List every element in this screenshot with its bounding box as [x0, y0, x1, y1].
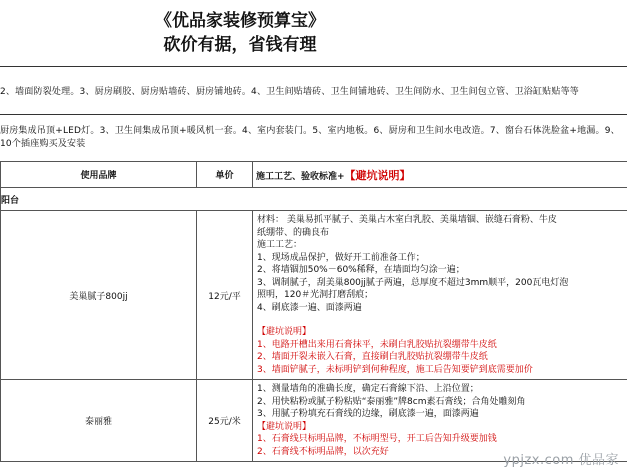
intro-paragraph-1: 2、墙面防裂处理。3、厨房刷胶、厨房贴墙砖、厨房铺地砖。4、卫生间贴墙砖、卫生间铺地砖、卫生间防水、卫生间包立管、卫浴缸贴贴等等 — [0, 87, 579, 97]
desc-line: 材料： 美巢易抓平腻子、美巢占木室白乳胶、美巢墙锢、嵌缝石膏粉、牛皮 — [257, 215, 557, 225]
table-header-row — [1, 162, 627, 188]
row-price: 25元/米 — [197, 380, 253, 462]
title-line-1: 《优品家装修预算宝》 — [155, 11, 325, 31]
budget-table — [0, 161, 627, 462]
table-row — [1, 211, 627, 380]
desc-line: 1、现场成品保护，做好开工前准备工作； — [257, 252, 425, 263]
desc-warning-line: 1、石膏线只标明品牌，不标明型号，开工后告知升级要加钱 — [257, 434, 497, 444]
section-divider — [0, 66, 627, 67]
desc-line — [257, 314, 624, 326]
room-row — [1, 188, 627, 211]
desc-line: 4、刷底漆一遍、面漆两遍 — [257, 302, 362, 313]
title-line-2: 砍价有据，省钱有理 — [163, 35, 317, 55]
site-watermark: ypjzx.com 优品家 — [503, 453, 619, 468]
header-price: 单价 — [197, 162, 253, 188]
header-desc — [253, 162, 627, 188]
desc-line: 照明，120＃光洞打磨刮痕； — [257, 290, 374, 300]
desc-line: 3、用腻子粉填充石膏线的边缘，刷底漆一遍，面漆两遍 — [257, 409, 479, 419]
desc-warning-line: 3、墙面铲腻子，未标明铲到何种程度，施工后告知要铲到底需要加价 — [257, 364, 533, 375]
row-desc — [253, 211, 627, 380]
desc-line: 2、将墙锢加50%－60%稀释，在墙面均匀涂一遍； — [257, 265, 465, 275]
desc-line: 3、调制腻子，刮美巢800jj腻子两遍，总厚度不超过3mm顺平，200瓦电灯泡 — [257, 277, 569, 288]
desc-warning-line: 【避坑说明】 — [257, 327, 312, 337]
header-brand: 使用品牌 — [1, 162, 197, 188]
intro-paragraph-2: 厨房集成吊顶+LED灯。3、卫生间集成吊顶+暖风机一套。4、室内套装门。5、室内地板。6、厨房和卫生间水电改造。7、窗台石体洗脸盆+地漏。9、10个插座购买及安装 — [0, 126, 620, 149]
desc-warning-line: 【避坑说明】 — [257, 421, 312, 432]
desc-warning-line: 2、石膏线不标明品牌，以次充好 — [257, 446, 389, 457]
room-label: 阳台 — [1, 188, 627, 211]
row-brand: 泰丽雅 — [1, 380, 197, 462]
desc-line: 2、用快粘粉或腻子粉粘贴“泰丽雅”牌8cm素石膏线；合角处雕刻角 — [257, 396, 526, 407]
document-title — [0, 10, 480, 56]
desc-warning-line: 1、电路开槽出来用石膏抹平，未刷白乳胶贴抗裂绷带牛皮纸 — [257, 339, 497, 350]
header-desc-label: 施工工艺、验收标准+ — [256, 171, 345, 182]
row-price: 12元/平 — [197, 211, 253, 380]
row-brand: 美巢腻子800jj — [1, 211, 197, 380]
header-desc-warning: 【避坑说明】 — [344, 168, 411, 182]
desc-line: 纸绷带、的确良布 — [257, 227, 330, 238]
desc-warning-line: 2、墙面开裂未嵌入石膏，直接刷白乳胶贴抗裂绷带牛皮纸 — [257, 352, 488, 362]
desc-line: 1、测量墙角的准确长度，确定石膏線下沿、上沿位置； — [257, 384, 479, 394]
desc-line: 施工工艺： — [257, 240, 303, 250]
section-divider — [0, 114, 627, 115]
